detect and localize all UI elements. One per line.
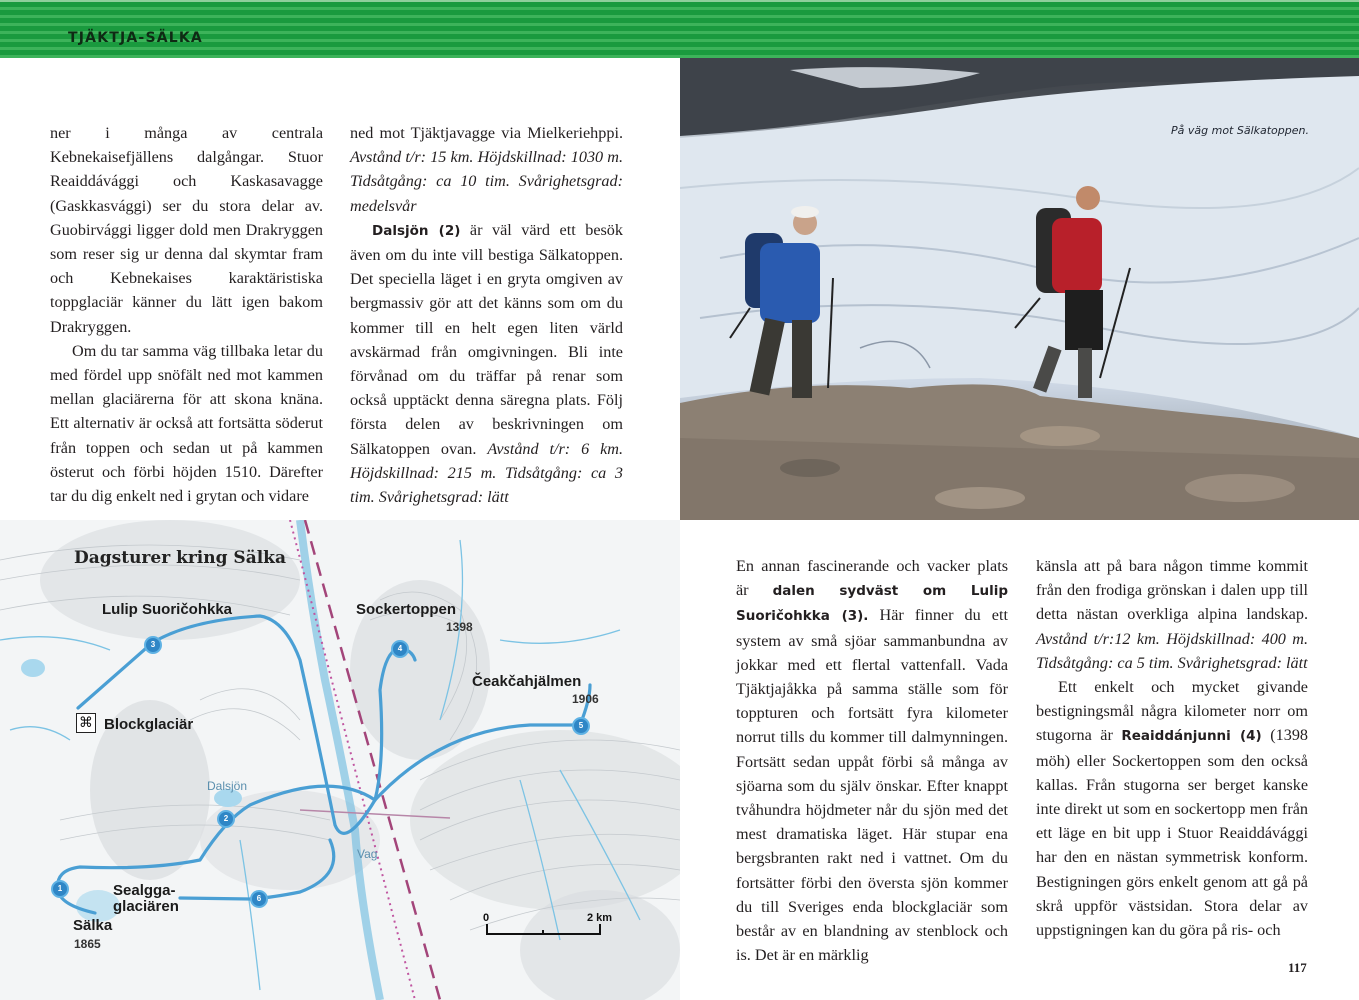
- map-label-sealgga-2: glaciären: [113, 898, 179, 915]
- paragraph: [1036, 675, 1308, 942]
- text-column-2: [350, 121, 623, 509]
- chapter-title: TJÄKTJA-SÄLKA: [68, 30, 203, 46]
- paragraph: Om du tar samma väg tillbaka letar du med fördel upp snöfält ned mot kammen mellan glaciärerna för att skona knäna. Ett alternativ är också att fortsätta söderut från toppen och sedan ut på kammen österut och förbi höjden 1510. Därefter tar du dig enkelt ned i grytan och vidare: [50, 341, 323, 506]
- route-marker-5: 5: [572, 717, 590, 735]
- route-marker-2: 2: [217, 810, 235, 828]
- map-elevation-ceakcahjalmen: 1906: [572, 692, 599, 706]
- map-label-ceakcahjalmen: Čeakčahjälmen: [472, 673, 582, 690]
- text-column-1: [50, 121, 323, 508]
- paragraph-text: ned mot Tjäktjavagge via Mielkeriehppi.: [350, 124, 623, 142]
- map-title: Dagsturer kring Sälka: [74, 548, 286, 568]
- scale-start-label: 0: [483, 912, 490, 924]
- text-column-3: [736, 554, 1008, 967]
- map-label-sealgga-1: Sealgga-: [113, 882, 176, 899]
- route-marker-4: 4: [391, 640, 409, 658]
- route-heading-dalsjon: Dalsjön (2): [372, 222, 461, 239]
- text-column-4: [1036, 554, 1308, 942]
- route-marker-3: 3: [144, 636, 162, 654]
- paragraph: [350, 121, 623, 218]
- hikers-photo: [680, 58, 1359, 520]
- map-label-salka: Sälka: [73, 917, 113, 934]
- route-marker-6: 6: [250, 890, 268, 908]
- route-marker-1: 1: [51, 880, 69, 898]
- route-facts: Avstånd t/r: 6 km. Höjdskillnad: 215 m. Tidsåtgång: ca 3 tim. Svårighetsgrad: lätt: [350, 439, 623, 507]
- map-elevation-salka: 1865: [74, 937, 101, 951]
- paragraph: [1036, 554, 1308, 675]
- chapter-header-band: [0, 0, 1359, 58]
- photo-caption: På väg mot Sälkatoppen.: [1171, 124, 1309, 137]
- route-facts: Avstånd t/r:12 km. Höjdskillnad: 400 m. Tidsåtgång: ca 5 tim. Svårighetsgrad: lätt: [1036, 629, 1308, 672]
- page-number: 117: [1288, 960, 1307, 975]
- map-label-vag: Vag: [357, 847, 378, 861]
- map-label-sockertoppen: Sockertoppen: [356, 601, 457, 618]
- route-map: [0, 520, 680, 1000]
- map-label-dalsjon: Dalsjön: [207, 779, 248, 793]
- map-elevation-sockertoppen: 1398: [446, 620, 473, 634]
- paragraph: [350, 218, 623, 509]
- route-facts: Avstånd t/r: 15 km. Höjdskillnad: 1030 m. Tidsåtgång: ca 10 tim. Svårighetsgrad: medelsvår: [350, 148, 623, 215]
- paragraph-text: Ett enkelt och mycket givande bestigningsmål några kilometer norr om stugorna är: [1036, 678, 1308, 745]
- map-label-lulip: Lulip Suoričohkka: [102, 601, 233, 618]
- route-heading-lulip: dalen sydväst om Lulip Suoričohkka (3).: [736, 583, 1009, 625]
- map-label-blockglaciar: Blockglaciär: [104, 716, 194, 733]
- paragraph-text: En annan fascinerande och vacker plats är: [736, 557, 1008, 600]
- paragraph-text: är väl värd ett besök även om du inte vill bestiga Sälkatoppen. Det speciella läget i en gryta omgiven av bergmassiv gör att det känns som om du kommer till en helt egen liten värld avskärmad från omgivningen. Bli inte förvånad om du träffar på renar som också upptäckt denna säregna plats. Följ första delen av beskrivningen om Sälkatoppen ovan.: [350, 220, 623, 458]
- paragraph: [736, 554, 1008, 967]
- blockglaciar-symbol-icon: ⌘: [76, 713, 96, 733]
- paragraph: ner i många av centrala Kebnekaisefjällens dalgångar. Stuor Reaiddávággi och Kaskasavagge (Gaskkasvággi) ser du stora delar av. Guobirvággi ligger dold men Drakryggen som reser sig ur denna dal skymtar fram och Kebnekaises karaktäristiska toppglaciär känner du lätt igen bakom Drakryggen.: [50, 124, 323, 336]
- paragraph-text: känsla att på bara någon timme kommit från den frodiga grönskan i dalen upp till detta nästan overkliga alpina landskap.: [1036, 557, 1308, 624]
- route-heading-reaiddanjunni: Reaiddánjunni (4): [1121, 728, 1262, 745]
- paragraph-text: (1398 möh) eller Sockertoppen som den också kallas. Från stugorna ser berget kanske inte direkt ut som en sockertopp men från ett läge en bit upp i Stuor Reaiddávággi har den en nästan symmetrisk konform. Bestigningen görs enkelt genom att gå på skrå uppför västsidan. Stora delar av uppstigningen kan du göra på ris- och: [1036, 726, 1309, 940]
- scale-end-label: 2 km: [587, 912, 613, 924]
- paragraph-text: Här finner du ett system av små sjöar sammanbundna av jokkar med ett flertal vattenfall. Vada Tjäktjajåkka på samma ställe som för toppturen och fortsätt fyra kilometer norrut tills du kommer till dalmynningen. Fortsätt sedan uppåt förbi så många av sjöarna som du själv önskar. Efter knappt tvåhundra höjdmeter når du sjön med det mest dramatiska läget. Här stupar ena bergsbranten rakt ned i vattnet. Om du fortsätter förbi den översta sjön kommer du till Sveriges enda blockglaciär som består av en blandning av stenblock och is. Det är en märklig: [736, 606, 1008, 965]
